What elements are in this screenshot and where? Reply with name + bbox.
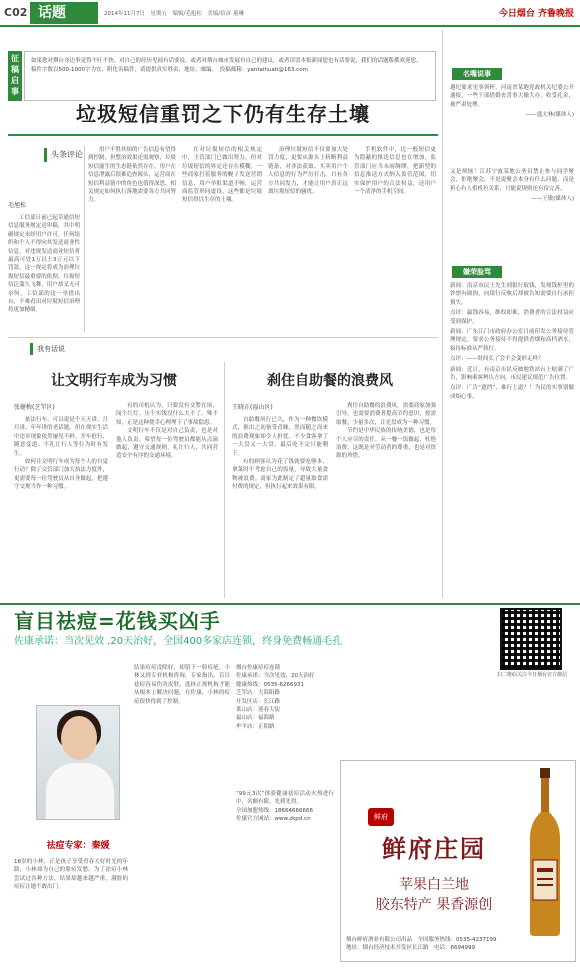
comment-author: 毛旭松 bbox=[8, 202, 27, 209]
comment-paragraph: 在对垃圾短信的相关规定中，主管部门已做出努力，但对垃圾短信的界定还存在模糊，一些商家打着服务的幌子发送营销信息，用户举报渠道不畅，运营商监管形同虚设，这些都是垃圾短信得以生存的土壤。 bbox=[182, 147, 262, 204]
article-paragraph: 节约是中华民族的传统美德，也是每个人应尽的责任。从一餐一饭做起，杜绝浪费，这既是对劳动者的尊重，也是对资源的珍惜。 bbox=[336, 428, 436, 460]
brandy-tagline-2: 胶东特产 果香源创 bbox=[375, 897, 493, 913]
sidebar-divider bbox=[442, 30, 443, 598]
article-1-author: 张健梅(芝罘区) bbox=[14, 404, 55, 411]
news-comment: 点评：广告“遮挡”，难行上道？！为民的实事别做成烦心事。 bbox=[450, 385, 574, 400]
article-divider bbox=[224, 362, 225, 598]
brandy-footer: 烟台鲜府酒业有限公司出品 全国服务热线：0535-4237199 地址：烟台经济技术开发区长江路 电话：6694999 bbox=[346, 937, 497, 951]
column-divider bbox=[84, 146, 85, 332]
news-comment: 点评：赢钱容易，维权却难，消费者的合法权益应受到保护。 bbox=[450, 310, 574, 325]
news-item: 新闻：南京市民王先生到银行取钱，发现钱柜里的钞票有破损，向银行反映后却被告知需要自行承担损失。 bbox=[450, 283, 574, 306]
comment-paragraph: 手机软件中，比一般短信更为隐蔽的推送信息也在增加，监管部门应当未雨绸缪，把新型的信息推送方式纳入监管范围，切实保护用户的合法权益，还用户一个清净的手机空间。 bbox=[354, 147, 436, 196]
headline: 垃圾短信重罚之下仍有生存土壤 bbox=[76, 102, 370, 126]
quote-text: 又是烦恼！江苏宁波某地公务员禁止参与同学聚会，拒绝聚会，不是说聚会本身有什么问题，而是担心有人借机拉关系，只能说规则还有待完善。 bbox=[450, 169, 574, 192]
header-rule bbox=[0, 25, 580, 27]
sidebar-quote-2 bbox=[450, 168, 574, 260]
comment-col-5 bbox=[354, 146, 436, 332]
qr-caption: 扫二维码关注今日烟台官方微信 bbox=[496, 672, 567, 678]
expert-label: 祛痘专家：秦媛 bbox=[46, 841, 110, 851]
news-comment: 点评：——时间长了会不会变形走样？ bbox=[450, 356, 544, 363]
article-1-title: 让文明行车成为习惯 bbox=[51, 373, 177, 389]
sidebar-news bbox=[450, 282, 574, 596]
sidebar-tag-1: 名嘴说事 bbox=[452, 68, 502, 80]
article-2-author: 王晓正(福山区) bbox=[232, 404, 273, 411]
article-2-col-1 bbox=[232, 416, 328, 598]
comment-col-1 bbox=[8, 214, 80, 332]
ad-subtitle: 佐康承诺：当次见效 ,20天治好，全国400多家店连锁，终身免费畅通毛孔 bbox=[14, 636, 343, 647]
section-title: 话题 bbox=[30, 2, 98, 24]
brandy-logo: 鲜府 bbox=[368, 808, 394, 826]
headline-rule bbox=[8, 134, 438, 136]
ad-rule bbox=[0, 603, 580, 605]
ad-col-1: 18岁的小林，正是孩子享受青春大好时光的年龄，小林却为自己的脸痘发愁。为了祛痘小林尝试过各种方法，结果却越来越严重，满脸的痘痘让她不敢出门。 bbox=[14, 859, 128, 891]
photo-face bbox=[61, 716, 97, 760]
quote-source: ——王敏(媒体人) bbox=[531, 196, 574, 203]
notice-line: 如果您对烟台身边事觉得不吐不快，对自己的经历见闻有话要说，或者对烟台城市发展有自己的建议，或者读罢本报新闻您也有话要说，我们的话题版都欢迎您。 bbox=[31, 58, 422, 64]
article-paragraph: 依法行车，可以说是个天天讲、月月讲、年年讲的老话题，但在现实生活中违章现象依然屡见不鲜。开车抢行、随意变道、不礼让行人等行为时有发生。 bbox=[14, 417, 108, 457]
photo-coat bbox=[45, 762, 115, 820]
comment-col-4 bbox=[268, 146, 348, 332]
quote-text: 遵纪要求见事领杯，河南省某地党政机关纪委公开通报，一些干部借婚丧喜事大操大办，收受礼金，被严肃处理。 bbox=[450, 85, 574, 108]
issue-info: 2014年11月7日 星期五 编辑/毛旭松 美编/信彦 董琳 bbox=[104, 11, 244, 17]
article-paragraph: 如何让文明行车成为每个人的自觉行动？除了交管部门加大执法力度外，更需要每一位驾驶员从自身做起，把遵守交规当作一种习惯。 bbox=[14, 459, 108, 491]
newspaper-brand: 今日烟台 齐鲁晚报 bbox=[498, 9, 574, 19]
brandy-tagline-1: 苹果白兰地 bbox=[399, 877, 469, 893]
sidebar-tag-2: 嫌荣脸骂 bbox=[452, 266, 502, 278]
article-2-title: 刹住自助餐的浪费风 bbox=[267, 373, 393, 389]
notice-box bbox=[24, 51, 436, 101]
comment-paragraph: 用户不胜其烦的广告信息有望得到控制，但整治效果还需观察，垃圾短信滋生的生态链依然存在。用户在信息泄露后很难追查源头，运营商在短信利益链中的角色也值得深思，相关规定如何执行落地需要各方共同努力。 bbox=[88, 147, 176, 204]
notice-tag: 征稿启事 bbox=[8, 51, 22, 101]
article-1-col-1 bbox=[14, 416, 108, 598]
article-2-col-2 bbox=[336, 402, 436, 598]
expert-photo bbox=[36, 705, 120, 820]
article-paragraph: 刹住自助餐的浪费风，需要商家加强引导，也需要消费者提高节约意识，按需取餐，少量多次，让光盘成为一种习惯。 bbox=[336, 403, 436, 426]
ad-col-2: 结果痘痘没除好，却留下一脸痘疤。小林又到专业机构咨询，专家指出，盲目祛痘容易伤害皮肤，选择正规机构才能从根本上解决问题。在佐康，小林的痘痘很快得到了控制。 bbox=[134, 665, 230, 705]
comment-paragraph: 治理垃圾短信不仅要加大处罚力度，更要从源头上斩断利益链条，对非法获取、买卖用户个人信息的行为严厉打击。只有各方共同发力，才能让用户真正远离垃圾短信的骚扰。 bbox=[268, 147, 348, 196]
comment-tag: 头条评论 bbox=[44, 148, 141, 162]
sidebar-quote-1 bbox=[450, 84, 574, 162]
brandy-name: 鲜府庄园 bbox=[382, 834, 486, 863]
article-paragraph: 有的顾客认为花了钱就要吃够本，拿菜时不考虑自己的饭量，导致大量食物被浪费。商家为此制定了超量取食需付费的规定，但执行起来效果有限。 bbox=[232, 459, 328, 491]
article-paragraph: 自助餐风行已久，作为一种餐饮模式，推出之初备受青睐，然而随之而来的浪费现象却令人担忧。不少食客拿了一大盘又一大盘，最后吃不完只能剩下。 bbox=[232, 417, 328, 457]
comment-col-2 bbox=[88, 146, 176, 332]
talk-tag: 我有话说 bbox=[30, 343, 97, 355]
news-item: 新闻：近日，有南京市民反映地铁站台上贴满了广告，影响乘客辨认方向，市民建议规范广告位置。 bbox=[450, 366, 574, 382]
news-item: 新闻：广东江门市政府办公室日前印发公务接待管理规定，要求公务接待不得提供香烟和高档酒水，接待标准从严执行。 bbox=[450, 329, 574, 352]
ad-col-4: “99元3次”体验健康祛痘活动火热进行中，名额有限，先到先得。 全国加盟热线：18664666666 佐康官方网站：www.zkpd.cn bbox=[236, 791, 334, 823]
article-1-col-2 bbox=[116, 402, 218, 598]
section-divider bbox=[8, 337, 438, 338]
qr-code bbox=[500, 608, 562, 670]
ad-title: 盲目祛痘=花钱买凶手 bbox=[14, 609, 221, 633]
article-paragraph: 文明行车不仅是对自己负责，也是对他人负责。希望每一位驾驶员都能从点滴做起，遵守交通规则，礼让行人，共同营造安全有序的交通环境。 bbox=[116, 428, 218, 460]
comment-col-3 bbox=[182, 146, 262, 332]
article-paragraph: 有的司机认为，只要没有交警在场，闯个红灯、压个实线没什么大不了。殊不知，正是这种侥幸心理埋下了事故隐患。 bbox=[116, 403, 218, 426]
page-number: C02 bbox=[4, 6, 28, 19]
comment-paragraph: 工信部日前已起草通信短信息服务规定送审稿，其中明确规定未经用户许可，任何组织和个人不得向其发送商业性信息，对违规发送商业短信者最高可处1万以上3万元以下罚款。这一规定将成为治理垃圾短信最重要的依据。垃圾短信泛滥久飞舞，用户却叉无可奈何，工信部的这一举措出台，不难看出对垃圾短信治理将更加精细。 bbox=[8, 215, 80, 314]
bottle-icon bbox=[526, 768, 564, 936]
quote-source: ——盛大林(媒体人) bbox=[525, 112, 574, 119]
notice-line: 稿件字数以500-1000字为宜，附化名稿件，请提供真实姓名、地址、邮编。 投稿邮箱：yantaihuati@163.com bbox=[31, 67, 308, 73]
ad-col-3: 烟台佐康痘痘连锁 佐康承诺：当次见效，20天治好 健康热线：0535-6266931 芝罘店：大海阳路 开发区店：长江路 莱山店：迎春大街 福山店：福海路 牟平店：正阳路 bbox=[236, 665, 315, 730]
